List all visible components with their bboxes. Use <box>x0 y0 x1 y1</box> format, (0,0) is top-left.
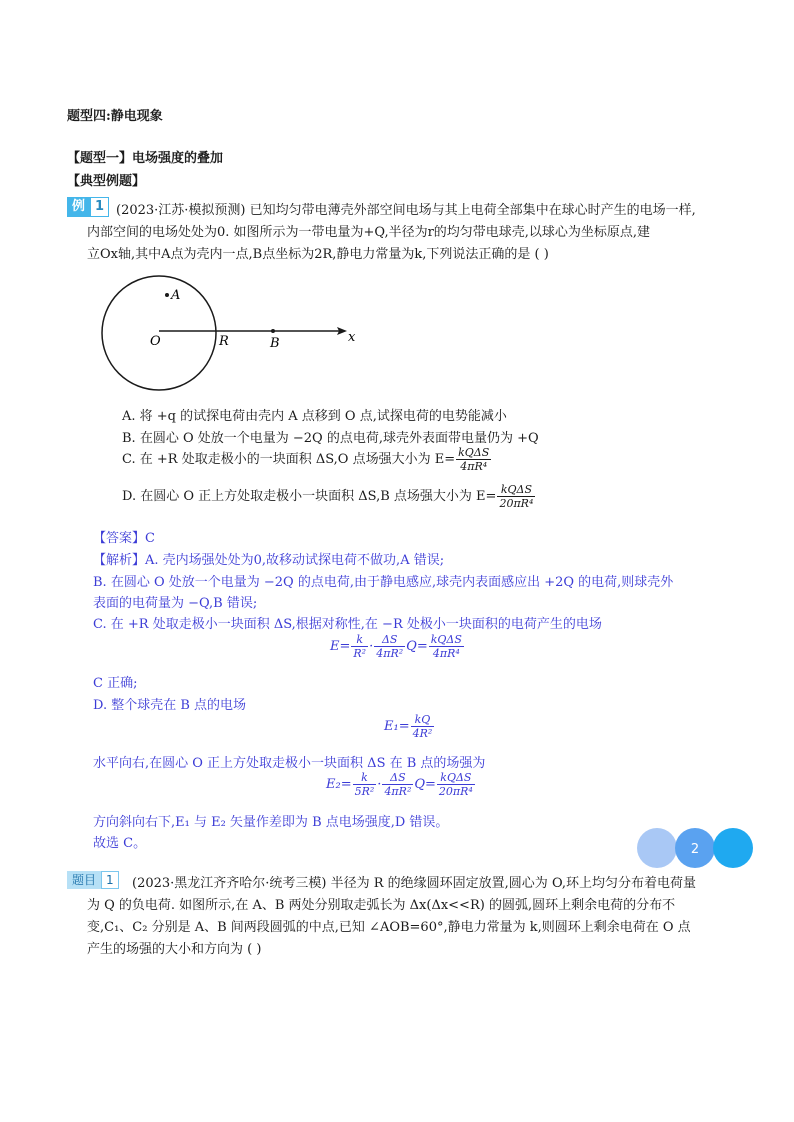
equation-1 <box>330 633 465 660</box>
page-number-badge <box>637 828 753 868</box>
option-d-fraction <box>497 483 535 510</box>
answer-line: 【答案】C <box>93 531 155 546</box>
example-tag-label: 例 <box>67 197 90 217</box>
analysis-d2: 水平向右,在圆心 O 正上方处取走极小一块面积 ΔS 在 B 点的场强为 <box>93 756 486 771</box>
option-c-num: kQΔS <box>458 446 490 459</box>
analysis-a: 【解析】A. 壳内场强处处为0,故移动试探电荷不做功,A 错误; <box>93 553 445 568</box>
eq1-mid: Q= <box>406 639 428 654</box>
eq3-lhs: E₂= <box>326 777 352 792</box>
eq1-frac2 <box>374 633 405 660</box>
analysis-d1: D. 整个球壳在 B 点的电场 <box>93 698 247 713</box>
eq1-frac1 <box>351 633 368 660</box>
question-line-3: 变,C₁、C₂ 分别是 A、B 间两段圆弧的中点,已知 ∠AOB=60°,静电力常量为 k,则圆环上剩余电荷在 O 点 <box>87 920 691 935</box>
eq3-f1-num: k <box>353 771 377 785</box>
label-x: x <box>348 330 356 345</box>
option-d-den: 20πR⁴ <box>499 497 534 510</box>
topic-subtitle: 【典型例题】 <box>67 174 146 189</box>
option-d-text: D. 在圆心 O 正上方处取走极小一块面积 ΔS,B 点场强大小为 E= <box>122 489 497 504</box>
equation-3 <box>326 771 476 798</box>
label-a: A <box>171 288 181 303</box>
point-a-dot <box>165 293 169 297</box>
equation-2 <box>384 713 435 740</box>
question-line-4: 产生的场强的大小和方向为 ( ) <box>87 942 262 957</box>
page-number: 2 <box>690 842 700 857</box>
example-line-2: 内部空间的电场处处为0. 如图所示为一带电量为+Q,半径为r的均匀带电球壳,以球心为坐标原点,建 <box>87 225 651 240</box>
eq1-f2-den: 4πR² <box>376 647 404 660</box>
eq3-dot: · <box>377 777 382 792</box>
eq1-f1-num: k <box>351 633 368 647</box>
example-tag <box>67 197 109 217</box>
eq3-frac1 <box>353 771 377 798</box>
eq2-frac <box>411 713 435 740</box>
eq3-f1-den: 5R² <box>354 785 375 798</box>
topic-title: 【题型一】电场强度的叠加 <box>67 151 224 166</box>
question-tag-label: 题目 <box>67 871 101 889</box>
eq2-lhs: E₁= <box>384 719 410 734</box>
badge-circle-right <box>713 828 753 868</box>
eq1-f3-den: 4πR⁴ <box>432 647 460 660</box>
label-o: O <box>150 334 161 349</box>
option-d-num: kQΔS <box>497 483 535 497</box>
label-r: R <box>219 334 229 349</box>
point-b-dot <box>271 329 275 333</box>
analysis-c1: C. 在 +R 处取走极小一块面积 ΔS,根据对称性,在 −R 处极小一块面积的电荷产生的电场 <box>93 617 602 632</box>
badge-circle-left <box>637 828 677 868</box>
analysis-b2: 表面的电荷量为 −Q,B 错误; <box>93 596 258 611</box>
option-d <box>122 483 536 510</box>
analysis-b1: B. 在圆心 O 处放一个电量为 −2Q 的点电荷,由于静电感应,球壳内表面感应出 +2Q 的电荷,则球壳外 <box>93 575 674 590</box>
eq3-frac3 <box>437 771 475 798</box>
example-line-1: (2023·江苏·模拟预测) 已知均匀带电薄壳外部空间电场与其上电荷全部集中在球心时产生的电场一样, <box>116 203 696 218</box>
eq3-f2-num: ΔS <box>382 771 413 785</box>
eq2-den: 4R² <box>412 727 433 740</box>
question-line-2: 为 Q 的负电荷. 如图所示,在 A、B 两处分别取走弧长为 Δx(Δx<<R) 的圆弧,圆环上剩余电荷的分布不 <box>87 898 676 913</box>
eq1-f1-den: R² <box>353 647 367 660</box>
option-c-fraction <box>456 446 491 473</box>
example-tag-number: 1 <box>90 197 109 217</box>
option-c-text: C. 在 +R 处取走极小的一块面积 ΔS,O 点场强大小为 E= <box>122 452 456 467</box>
analysis-d3: 方向斜向右下,E₁ 与 E₂ 矢量作差即为 B 点电场强度,D 错误。 <box>93 815 449 830</box>
option-c <box>122 446 492 473</box>
label-b: B <box>270 336 280 351</box>
sphere-figure <box>95 273 365 398</box>
eq1-frac3 <box>429 633 464 660</box>
eq1-f3-num: kQΔS <box>430 633 462 646</box>
sphere-shell <box>102 276 216 390</box>
analysis-c2: C 正确; <box>93 676 138 691</box>
eq3-frac2 <box>382 771 413 798</box>
eq1-dot: · <box>369 639 374 654</box>
eq3-mid: Q= <box>414 777 436 792</box>
eq1-f2-num: ΔS <box>374 633 405 647</box>
question-tag <box>67 871 119 889</box>
option-a: A. 将 +q 的试探电荷由壳内 A 点移到 O 点,试探电荷的电势能减小 <box>122 409 507 424</box>
example-line-3: 立Ox轴,其中A点为壳内一点,B点坐标为2R,静电力常量为k,下列说法正确的是 ( ) <box>87 247 549 262</box>
section-title: 题型四:静电现象 <box>67 109 163 124</box>
option-b: B. 在圆心 O 处放一个电量为 −2Q 的点电荷,球壳外表面带电量仍为 +Q <box>122 431 539 446</box>
question-line-1: (2023·黑龙江齐齐哈尔·统考三模) 半径为 R 的绝缘圆环固定放置,圆心为 O,环上均匀分布着电荷量 <box>132 876 696 891</box>
eq3-f2-den: 4πR² <box>384 785 412 798</box>
eq3-f3-num: kQΔS <box>437 771 475 785</box>
eq3-f3-den: 20πR⁴ <box>438 785 473 798</box>
eq1-lhs: E= <box>330 639 351 654</box>
option-c-den: 4πR⁴ <box>460 460 488 473</box>
conclusion: 故选 C。 <box>93 836 147 851</box>
question-tag-number: 1 <box>101 871 119 889</box>
eq2-num: kQ <box>411 713 435 727</box>
